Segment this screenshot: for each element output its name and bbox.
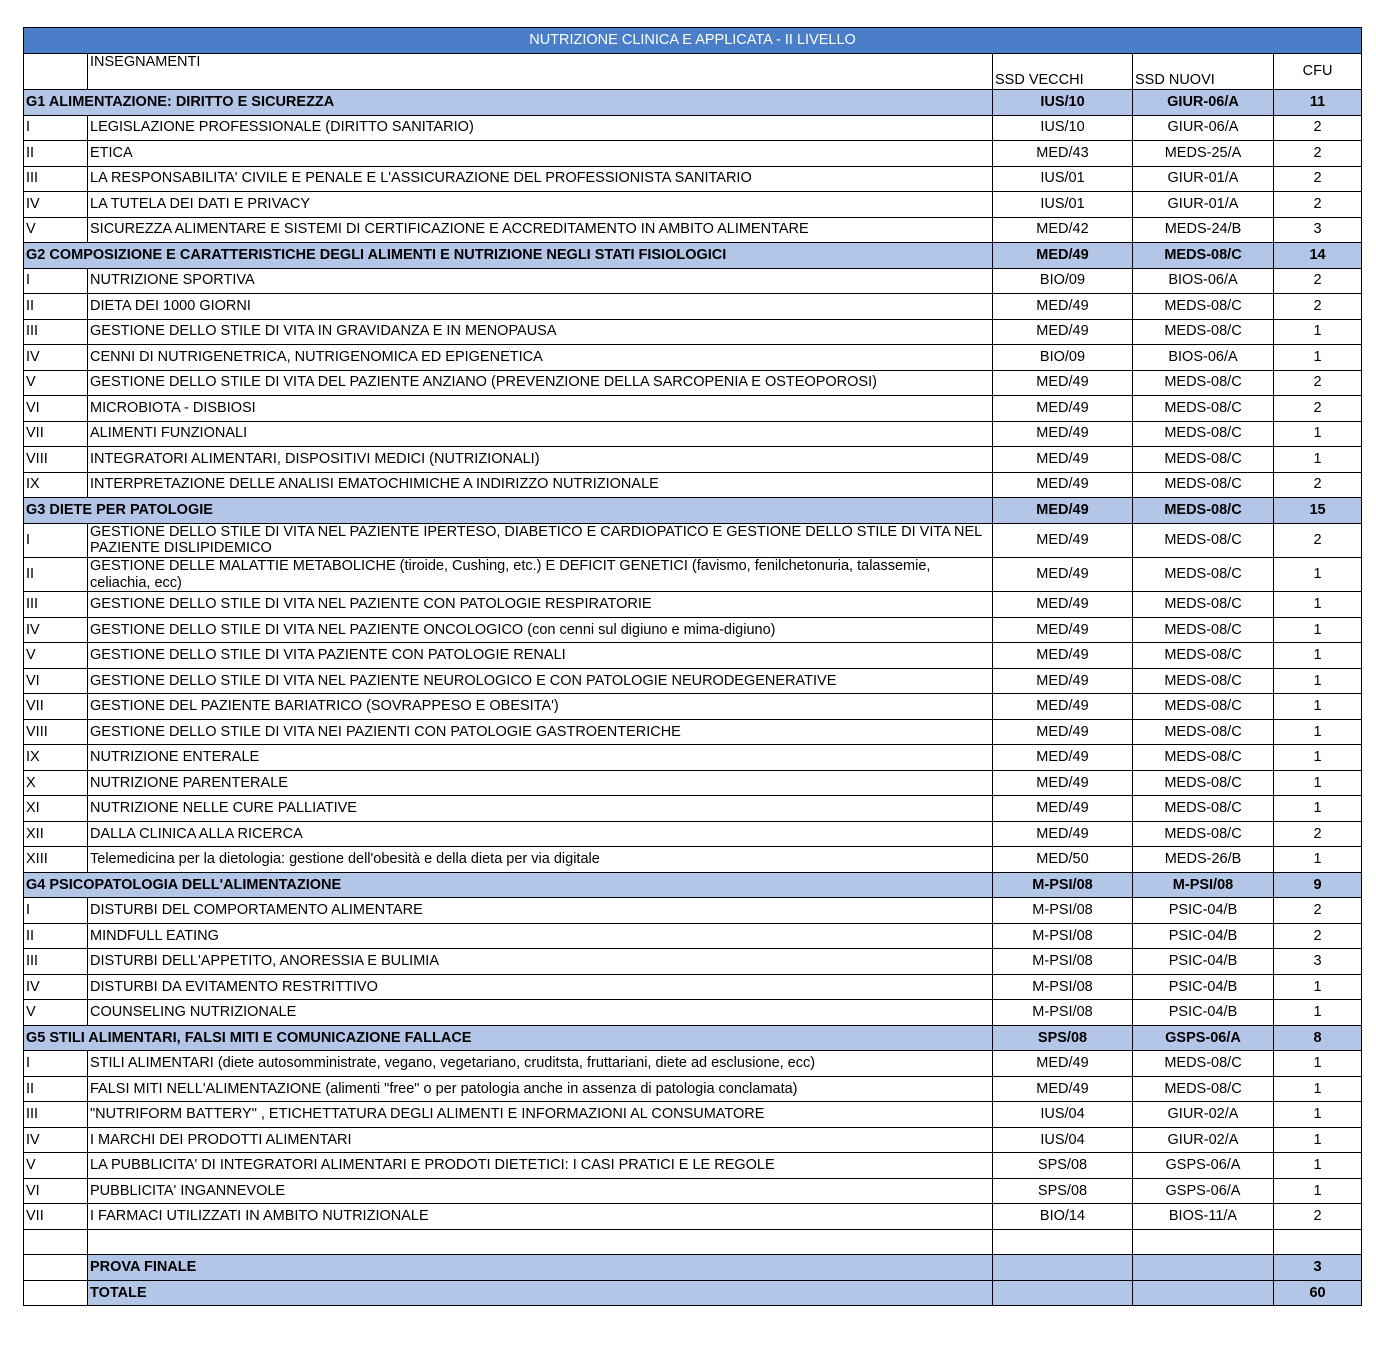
table-row (24, 1127, 1362, 1153)
row-course-name: FALSI MITI NELL'ALIMENTAZIONE (alimenti "free" o per patologia anche in assenza di patologia conclamata) (88, 1076, 993, 1102)
row-ssd-old: MED/50 (993, 847, 1133, 873)
row-ssd-old: MED/49 (993, 447, 1133, 473)
group-ssd-new: GIUR-06/A (1133, 90, 1274, 116)
row-number: III (24, 592, 88, 618)
row-cfu: 2 (1274, 821, 1362, 847)
row-number: IV (24, 345, 88, 371)
table-row (24, 668, 1362, 694)
table-row (24, 557, 1362, 591)
row-number: II (24, 557, 88, 591)
empty-cell (24, 1229, 88, 1255)
row-ssd-new: PSIC-04/B (1133, 949, 1274, 975)
row-cfu: 1 (1274, 770, 1362, 796)
row-ssd-new: MEDS-24/B (1133, 217, 1274, 243)
row-course-name: DIETA DEI 1000 GIORNI (88, 294, 993, 320)
prova-finale-ssd-old (993, 1255, 1133, 1281)
row-course-name: MICROBIOTA - DISBIOSI (88, 396, 993, 422)
row-ssd-old: IUS/01 (993, 192, 1133, 218)
group-name: G3 DIETE PER PATOLOGIE (24, 498, 993, 524)
row-course-name: LEGISLAZIONE PROFESSIONALE (DIRITTO SANITARIO) (88, 115, 993, 141)
totale-label: TOTALE (88, 1280, 993, 1306)
row-ssd-new: MEDS-08/C (1133, 592, 1274, 618)
row-ssd-old: SPS/08 (993, 1153, 1133, 1179)
row-course-name: GESTIONE DELLO STILE DI VITA NEL PAZIENTE CON PATOLOGIE RESPIRATORIE (88, 592, 993, 618)
group-ssd-new: MEDS-08/C (1133, 243, 1274, 269)
row-cfu: 2 (1274, 192, 1362, 218)
row-number: II (24, 294, 88, 320)
row-cfu: 2 (1274, 1204, 1362, 1230)
table-row (24, 796, 1362, 822)
group-name: G5 STILI ALIMENTARI, FALSI MITI E COMUNICAZIONE FALLACE (24, 1025, 993, 1051)
row-ssd-new: GIUR-01/A (1133, 166, 1274, 192)
row-ssd-old: M-PSI/08 (993, 923, 1133, 949)
row-ssd-new: MEDS-08/C (1133, 472, 1274, 498)
row-number: III (24, 166, 88, 192)
row-ssd-new: PSIC-04/B (1133, 1000, 1274, 1026)
row-ssd-new: MEDS-08/C (1133, 821, 1274, 847)
row-ssd-old: MED/49 (993, 821, 1133, 847)
row-number: II (24, 141, 88, 167)
row-cfu: 1 (1274, 421, 1362, 447)
row-number: VI (24, 1178, 88, 1204)
row-number: V (24, 1153, 88, 1179)
row-ssd-new: MEDS-08/C (1133, 668, 1274, 694)
row-course-name: GESTIONE DEL PAZIENTE BARIATRICO (SOVRAPPESO E OBESITA') (88, 694, 993, 720)
table-row (24, 719, 1362, 745)
row-ssd-new: MEDS-08/C (1133, 745, 1274, 771)
row-ssd-new: MEDS-08/C (1133, 557, 1274, 591)
table-row (24, 447, 1362, 473)
row-course-name: NUTRIZIONE SPORTIVA (88, 268, 993, 294)
row-number: III (24, 319, 88, 345)
row-ssd-old: MED/49 (993, 694, 1133, 720)
row-ssd-new: MEDS-08/C (1133, 719, 1274, 745)
row-number: V (24, 643, 88, 669)
row-ssd-new: MEDS-08/C (1133, 1051, 1274, 1077)
row-course-name: SICUREZZA ALIMENTARE E SISTEMI DI CERTIFICAZIONE E ACCREDITAMENTO IN AMBITO ALIMENTARE (88, 217, 993, 243)
row-ssd-old: MED/49 (993, 1076, 1133, 1102)
row-number: III (24, 1102, 88, 1128)
row-ssd-old: MED/43 (993, 141, 1133, 167)
group-row (24, 90, 1362, 116)
row-course-name: LA RESPONSABILITA' CIVILE E PENALE E L'ASSICURAZIONE DEL PROFESSIONISTA SANITARIO (88, 166, 993, 192)
row-cfu: 2 (1274, 268, 1362, 294)
group-cfu: 11 (1274, 90, 1362, 116)
table-row (24, 974, 1362, 1000)
row-cfu: 1 (1274, 694, 1362, 720)
row-ssd-new: MEDS-08/C (1133, 447, 1274, 473)
row-number: X (24, 770, 88, 796)
row-cfu: 2 (1274, 472, 1362, 498)
row-course-name: MINDFULL EATING (88, 923, 993, 949)
row-course-name: ETICA (88, 141, 993, 167)
row-number: I (24, 268, 88, 294)
table-row (24, 898, 1362, 924)
row-cfu: 1 (1274, 1153, 1362, 1179)
row-number: VIII (24, 719, 88, 745)
row-ssd-new: GIUR-02/A (1133, 1102, 1274, 1128)
row-course-name: GESTIONE DELLE MALATTIE METABOLICHE (tiroide, Cushing, etc.) E DEFICIT GENETICI (favismo, fenilchetonuria, talassemie, celiachia, ecc) (88, 557, 993, 591)
row-ssd-new: PSIC-04/B (1133, 898, 1274, 924)
row-ssd-old: M-PSI/08 (993, 1000, 1133, 1026)
row-ssd-new: MEDS-08/C (1133, 694, 1274, 720)
row-number: IV (24, 1127, 88, 1153)
group-ssd-old: MED/49 (993, 243, 1133, 269)
row-cfu: 2 (1274, 115, 1362, 141)
row-course-name: "NUTRIFORM BATTERY" , ETICHETTATURA DEGLI ALIMENTI E INFORMAZIONI AL CONSUMATORE (88, 1102, 993, 1128)
row-ssd-new: BIOS-11/A (1133, 1204, 1274, 1230)
row-ssd-new: BIOS-06/A (1133, 345, 1274, 371)
row-course-name: ALIMENTI FUNZIONALI (88, 421, 993, 447)
table-row (24, 1178, 1362, 1204)
row-number: VIII (24, 447, 88, 473)
row-ssd-old: MED/49 (993, 643, 1133, 669)
row-cfu: 2 (1274, 923, 1362, 949)
table-row (24, 523, 1362, 557)
row-ssd-old: M-PSI/08 (993, 898, 1133, 924)
header-row (24, 54, 1362, 90)
row-ssd-new: MEDS-08/C (1133, 319, 1274, 345)
group-row (24, 498, 1362, 524)
row-cfu: 3 (1274, 949, 1362, 975)
row-ssd-old: MED/49 (993, 770, 1133, 796)
row-ssd-new: MEDS-08/C (1133, 421, 1274, 447)
header-insegnamenti: INSEGNAMENTI (88, 54, 993, 90)
totale-ssd-new (1133, 1280, 1274, 1306)
row-course-name: PUBBLICITA' INGANNEVOLE (88, 1178, 993, 1204)
row-cfu: 1 (1274, 847, 1362, 873)
table-row (24, 217, 1362, 243)
row-cfu: 1 (1274, 745, 1362, 771)
row-ssd-old: BIO/14 (993, 1204, 1133, 1230)
row-course-name: I MARCHI DEI PRODOTTI ALIMENTARI (88, 1127, 993, 1153)
row-cfu: 1 (1274, 557, 1362, 591)
table-row (24, 294, 1362, 320)
table-row (24, 1102, 1362, 1128)
row-course-name: COUNSELING NUTRIZIONALE (88, 1000, 993, 1026)
table-row (24, 847, 1362, 873)
row-cfu: 1 (1274, 447, 1362, 473)
row-cfu: 1 (1274, 1051, 1362, 1077)
row-course-name: DISTURBI DA EVITAMENTO RESTRITTIVO (88, 974, 993, 1000)
prova-finale-row (24, 1255, 1362, 1281)
header-cfu: CFU (1274, 54, 1362, 90)
row-ssd-old: MED/49 (993, 1051, 1133, 1077)
row-cfu: 2 (1274, 523, 1362, 557)
row-number: VI (24, 668, 88, 694)
group-ssd-old: MED/49 (993, 498, 1133, 524)
totale-ssd-old (993, 1280, 1133, 1306)
row-ssd-old: MED/49 (993, 319, 1133, 345)
row-cfu: 1 (1274, 617, 1362, 643)
totale-blank (24, 1280, 88, 1306)
title-row (24, 28, 1362, 54)
header-num (24, 54, 88, 90)
table-row (24, 319, 1362, 345)
empty-cell (1274, 1229, 1362, 1255)
curriculum-sheet (23, 27, 1361, 1306)
row-number: IV (24, 617, 88, 643)
row-course-name: GESTIONE DELLO STILE DI VITA PAZIENTE CON PATOLOGIE RENALI (88, 643, 993, 669)
row-ssd-new: BIOS-06/A (1133, 268, 1274, 294)
row-course-name: GESTIONE DELLO STILE DI VITA NEL PAZIENTE IPERTESO, DIABETICO E CARDIOPATICO E GESTIONE DELLO STILE DI VITA NEL PAZIENTE DISLIPIDEMICO (88, 523, 993, 557)
curriculum-table (23, 27, 1362, 1306)
row-number: V (24, 217, 88, 243)
empty-row (24, 1229, 1362, 1255)
row-cfu: 1 (1274, 1102, 1362, 1128)
table-row (24, 141, 1362, 167)
row-number: XI (24, 796, 88, 822)
table-row (24, 1076, 1362, 1102)
group-name: G2 COMPOSIZIONE E CARATTERISTICHE DEGLI ALIMENTI E NUTRIZIONE NEGLI STATI FISIOLOGICI (24, 243, 993, 269)
group-name: G1 ALIMENTAZIONE: DIRITTO E SICUREZZA (24, 90, 993, 116)
row-number: V (24, 1000, 88, 1026)
row-ssd-new: GIUR-06/A (1133, 115, 1274, 141)
totale-cfu: 60 (1274, 1280, 1362, 1306)
table-row (24, 1204, 1362, 1230)
empty-cell (1133, 1229, 1274, 1255)
row-ssd-old: MED/49 (993, 370, 1133, 396)
row-course-name: DALLA CLINICA ALLA RICERCA (88, 821, 993, 847)
group-name: G4 PSICOPATOLOGIA DELL'ALIMENTAZIONE (24, 872, 993, 898)
row-course-name: GESTIONE DELLO STILE DI VITA NEL PAZIENTE NEUROLOGICO E CON PATOLOGIE NEURODEGENERATIVE (88, 668, 993, 694)
group-cfu: 9 (1274, 872, 1362, 898)
row-ssd-new: MEDS-08/C (1133, 523, 1274, 557)
group-ssd-new: M-PSI/08 (1133, 872, 1274, 898)
prova-finale-cfu: 3 (1274, 1255, 1362, 1281)
row-ssd-old: M-PSI/08 (993, 974, 1133, 1000)
row-number: VI (24, 396, 88, 422)
row-ssd-new: MEDS-08/C (1133, 643, 1274, 669)
group-row (24, 872, 1362, 898)
row-course-name: NUTRIZIONE NELLE CURE PALLIATIVE (88, 796, 993, 822)
row-course-name: NUTRIZIONE PARENTERALE (88, 770, 993, 796)
group-cfu: 14 (1274, 243, 1362, 269)
row-cfu: 1 (1274, 668, 1362, 694)
table-row (24, 1153, 1362, 1179)
table-row (24, 472, 1362, 498)
row-number: VII (24, 694, 88, 720)
row-ssd-new: MEDS-26/B (1133, 847, 1274, 873)
table-row (24, 592, 1362, 618)
empty-cell (993, 1229, 1133, 1255)
row-cfu: 1 (1274, 974, 1362, 1000)
row-number: V (24, 370, 88, 396)
row-ssd-old: MED/49 (993, 523, 1133, 557)
row-ssd-old: BIO/09 (993, 345, 1133, 371)
group-row (24, 243, 1362, 269)
row-number: I (24, 523, 88, 557)
table-row (24, 923, 1362, 949)
group-ssd-new: MEDS-08/C (1133, 498, 1274, 524)
row-cfu: 1 (1274, 796, 1362, 822)
row-ssd-new: GIUR-01/A (1133, 192, 1274, 218)
row-course-name: GESTIONE DELLO STILE DI VITA IN GRAVIDANZA E IN MENOPAUSA (88, 319, 993, 345)
table-row (24, 115, 1362, 141)
row-course-name: INTERPRETAZIONE DELLE ANALISI EMATOCHIMICHE A INDIRIZZO NUTRIZIONALE (88, 472, 993, 498)
table-row (24, 370, 1362, 396)
table-row (24, 396, 1362, 422)
table-row (24, 1000, 1362, 1026)
table-row (24, 949, 1362, 975)
row-number: XIII (24, 847, 88, 873)
row-number: XII (24, 821, 88, 847)
table-row (24, 643, 1362, 669)
row-cfu: 1 (1274, 1076, 1362, 1102)
row-ssd-old: MED/49 (993, 592, 1133, 618)
row-course-name: DISTURBI DELL'APPETITO, ANORESSIA E BULIMIA (88, 949, 993, 975)
row-ssd-old: MED/49 (993, 472, 1133, 498)
row-ssd-old: MED/49 (993, 668, 1133, 694)
row-course-name: GESTIONE DELLO STILE DI VITA DEL PAZIENTE ANZIANO (PREVENZIONE DELLA SARCOPENIA E OSTEOPOROSI) (88, 370, 993, 396)
row-ssd-new: MEDS-08/C (1133, 796, 1274, 822)
row-number: VII (24, 1204, 88, 1230)
table-row (24, 166, 1362, 192)
row-ssd-old: IUS/04 (993, 1102, 1133, 1128)
row-number: I (24, 898, 88, 924)
row-ssd-new: PSIC-04/B (1133, 974, 1274, 1000)
prova-finale-ssd-new (1133, 1255, 1274, 1281)
row-number: IV (24, 974, 88, 1000)
row-ssd-new: PSIC-04/B (1133, 923, 1274, 949)
row-ssd-old: MED/49 (993, 557, 1133, 591)
row-cfu: 1 (1274, 1127, 1362, 1153)
row-course-name: GESTIONE DELLO STILE DI VITA NEI PAZIENTI CON PATOLOGIE GASTROENTERICHE (88, 719, 993, 745)
group-ssd-old: SPS/08 (993, 1025, 1133, 1051)
row-cfu: 2 (1274, 370, 1362, 396)
row-ssd-old: MED/49 (993, 796, 1133, 822)
row-course-name: LA TUTELA DEI DATI E PRIVACY (88, 192, 993, 218)
row-ssd-new: MEDS-08/C (1133, 1076, 1274, 1102)
row-ssd-new: MEDS-08/C (1133, 770, 1274, 796)
table-row (24, 345, 1362, 371)
row-ssd-new: GSPS-06/A (1133, 1153, 1274, 1179)
row-course-name: INTEGRATORI ALIMENTARI, DISPOSITIVI MEDICI (NUTRIZIONALI) (88, 447, 993, 473)
row-cfu: 2 (1274, 396, 1362, 422)
row-cfu: 1 (1274, 1000, 1362, 1026)
row-number: IV (24, 192, 88, 218)
row-ssd-old: MED/49 (993, 396, 1133, 422)
row-number: II (24, 923, 88, 949)
row-ssd-old: BIO/09 (993, 268, 1133, 294)
row-number: IX (24, 745, 88, 771)
row-ssd-old: MED/42 (993, 217, 1133, 243)
row-course-name: NUTRIZIONE ENTERALE (88, 745, 993, 771)
row-ssd-new: MEDS-08/C (1133, 617, 1274, 643)
row-ssd-old: MED/49 (993, 421, 1133, 447)
row-cfu: 1 (1274, 592, 1362, 618)
row-ssd-old: MED/49 (993, 294, 1133, 320)
row-course-name: LA PUBBLICITA' DI INTEGRATORI ALIMENTARI E PRODOTI DIETETICI: I CASI PRATICI E LE REGOLE (88, 1153, 993, 1179)
row-cfu: 2 (1274, 166, 1362, 192)
row-number: II (24, 1076, 88, 1102)
table-row (24, 745, 1362, 771)
header-ssd-vecchi: SSD VECCHI (993, 54, 1133, 90)
row-ssd-old: MED/49 (993, 745, 1133, 771)
table-row (24, 421, 1362, 447)
group-cfu: 15 (1274, 498, 1362, 524)
row-ssd-old: IUS/01 (993, 166, 1133, 192)
row-course-name: DISTURBI DEL COMPORTAMENTO ALIMENTARE (88, 898, 993, 924)
table-title: NUTRIZIONE CLINICA E APPLICATA - II LIVELLO (24, 28, 1362, 54)
table-row (24, 694, 1362, 720)
row-number: I (24, 1051, 88, 1077)
table-row (24, 192, 1362, 218)
empty-cell (88, 1229, 993, 1255)
prova-finale-label: PROVA FINALE (88, 1255, 993, 1281)
row-cfu: 1 (1274, 345, 1362, 371)
row-number: VII (24, 421, 88, 447)
table-row (24, 770, 1362, 796)
totale-row (24, 1280, 1362, 1306)
row-cfu: 2 (1274, 294, 1362, 320)
row-course-name: GESTIONE DELLO STILE DI VITA NEL PAZIENTE ONCOLOGICO (con cenni sul digiuno e mima-digiuno) (88, 617, 993, 643)
row-ssd-old: MED/49 (993, 719, 1133, 745)
row-course-name: STILI ALIMENTARI (diete autosomministrate, vegano, vegetariano, cruditsta, fruttariani, diete ad esclusione, ecc) (88, 1051, 993, 1077)
row-ssd-new: GIUR-02/A (1133, 1127, 1274, 1153)
row-number: I (24, 115, 88, 141)
table-row (24, 1051, 1362, 1077)
row-cfu: 2 (1274, 898, 1362, 924)
group-ssd-new: GSPS-06/A (1133, 1025, 1274, 1051)
row-course-name: CENNI DI NUTRIGENETRICA, NUTRIGENOMICA ED EPIGENETICA (88, 345, 993, 371)
group-ssd-old: IUS/10 (993, 90, 1133, 116)
row-ssd-old: M-PSI/08 (993, 949, 1133, 975)
row-ssd-new: MEDS-08/C (1133, 294, 1274, 320)
table-row (24, 268, 1362, 294)
table-row (24, 617, 1362, 643)
row-ssd-old: SPS/08 (993, 1178, 1133, 1204)
row-cfu: 1 (1274, 719, 1362, 745)
group-row (24, 1025, 1362, 1051)
row-cfu: 1 (1274, 643, 1362, 669)
row-ssd-old: IUS/10 (993, 115, 1133, 141)
row-ssd-old: MED/49 (993, 617, 1133, 643)
row-cfu: 1 (1274, 319, 1362, 345)
row-ssd-new: MEDS-25/A (1133, 141, 1274, 167)
prova-finale-blank (24, 1255, 88, 1281)
row-ssd-new: GSPS-06/A (1133, 1178, 1274, 1204)
row-ssd-new: MEDS-08/C (1133, 396, 1274, 422)
header-ssd-nuovi: SSD NUOVI (1133, 54, 1274, 90)
table-row (24, 821, 1362, 847)
group-cfu: 8 (1274, 1025, 1362, 1051)
row-number: III (24, 949, 88, 975)
row-ssd-old: IUS/04 (993, 1127, 1133, 1153)
row-cfu: 1 (1274, 1178, 1362, 1204)
group-ssd-old: M-PSI/08 (993, 872, 1133, 898)
row-ssd-new: MEDS-08/C (1133, 370, 1274, 396)
row-course-name: I FARMACI UTILIZZATI IN AMBITO NUTRIZIONALE (88, 1204, 993, 1230)
row-number: IX (24, 472, 88, 498)
row-course-name: Telemedicina per la dietologia: gestione dell'obesità e della dieta per via digitale (88, 847, 993, 873)
row-cfu: 3 (1274, 217, 1362, 243)
row-cfu: 2 (1274, 141, 1362, 167)
